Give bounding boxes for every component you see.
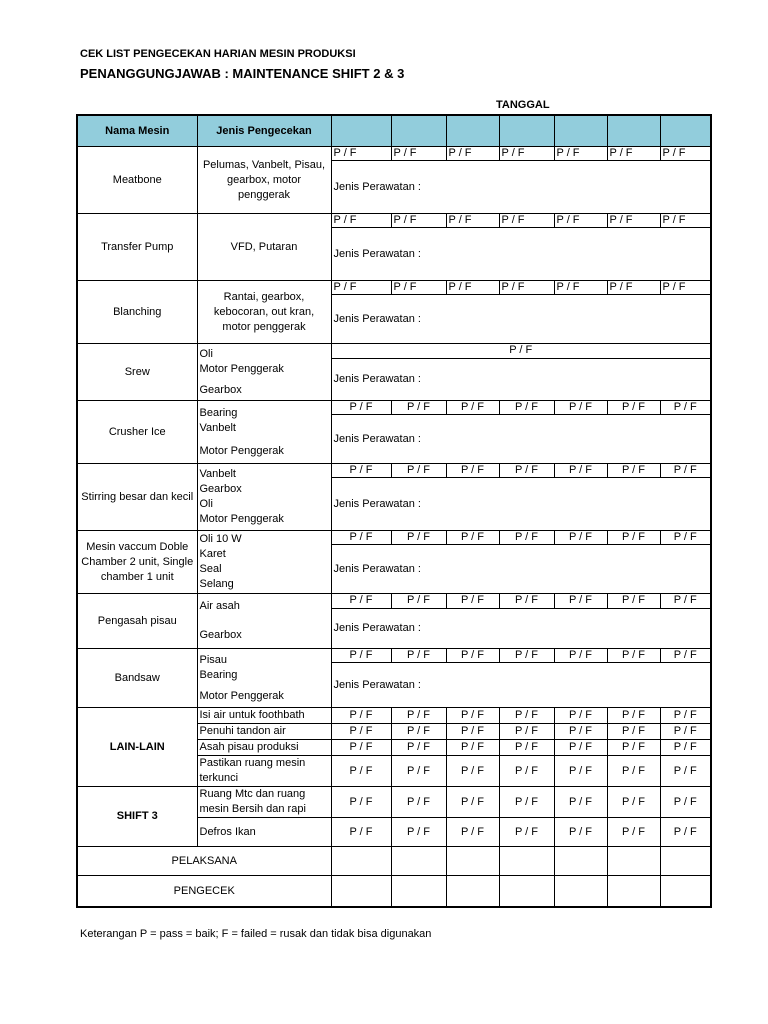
pf-cell[interactable]: P / F (331, 214, 391, 228)
pf-cell[interactable]: P / F (499, 594, 554, 609)
jenis-perawatan[interactable]: Jenis Perawatan : (331, 663, 711, 708)
sign-cell[interactable] (660, 876, 711, 908)
header-row (77, 115, 711, 147)
machine-name: Meatbone (77, 147, 197, 214)
table-row (77, 281, 711, 295)
pf-cell[interactable]: P / F (499, 708, 554, 724)
pelaksana-label: PELAKSANA (77, 847, 331, 876)
table-row (77, 531, 711, 545)
check-item: Gearbox (199, 483, 242, 495)
sign-cell[interactable] (331, 876, 391, 908)
form-subtitle: PENANGGUNGJAWAB : MAINTENANCE SHIFT 2 & 3 (80, 66, 405, 81)
check-item: Bearing (199, 668, 238, 681)
pf-cell[interactable]: P / F (331, 724, 391, 740)
check-item: Motor Penggerak (199, 513, 284, 525)
pf-cell[interactable]: P / F (607, 708, 660, 724)
check-item: Seal (199, 563, 222, 575)
check-item: Motor Penggerak (199, 362, 284, 375)
date-cell[interactable] (446, 115, 499, 147)
pf-cell[interactable]: P / F (554, 756, 607, 787)
pf-cell[interactable]: P / F (554, 531, 607, 545)
pf-cell[interactable]: P / F (446, 214, 499, 228)
pf-cell[interactable]: P / F (660, 818, 711, 847)
pf-cell[interactable]: P / F (391, 649, 446, 663)
table-row (77, 464, 711, 478)
table-row (77, 214, 711, 228)
check-list (197, 401, 331, 464)
pf-cell[interactable]: P / F (331, 401, 391, 415)
sign-cell[interactable] (391, 847, 446, 876)
sign-cell[interactable] (499, 847, 554, 876)
pf-cell[interactable]: P / F (660, 594, 711, 609)
jenis-perawatan[interactable]: Jenis Perawatan : (331, 228, 711, 281)
table-row (77, 344, 711, 359)
pf-cell[interactable]: P / F (446, 464, 499, 478)
pf-cell[interactable]: P / F (446, 787, 499, 818)
jenis-perawatan[interactable]: Jenis Perawatan : (331, 161, 711, 214)
pf-cell[interactable]: P / F (554, 401, 607, 415)
table-row (77, 876, 711, 908)
pf-cell[interactable]: P / F (554, 464, 607, 478)
machine-name: Stirring besar dan kecil (77, 464, 197, 531)
check-item: Ruang Mtc dan ruang mesin Bersih dan rapi (197, 787, 331, 818)
pf-cell[interactable]: P / F (446, 147, 499, 161)
sign-cell[interactable] (331, 847, 391, 876)
pf-cell[interactable]: P / F (391, 464, 446, 478)
pf-cell[interactable]: P / F (660, 740, 711, 756)
pengecek-label: PENGECEK (77, 876, 331, 908)
check-list (197, 649, 331, 708)
check-item: Oli (199, 347, 213, 360)
pf-cell[interactable]: P / F (499, 787, 554, 818)
check-item: Oli (199, 498, 213, 510)
date-cell[interactable] (331, 115, 391, 147)
pf-cell[interactable]: P / F (554, 281, 607, 295)
pf-cell[interactable]: P / F (607, 787, 660, 818)
pf-cell[interactable]: P / F (331, 787, 391, 818)
pf-cell[interactable]: P / F (607, 724, 660, 740)
table-row (77, 847, 711, 876)
check-item: Pisau (199, 653, 228, 666)
check-item: Defros Ikan (197, 818, 331, 847)
machine-name: Bandsaw (77, 649, 197, 708)
machine-name: Pengasah pisau (77, 594, 197, 649)
machine-name: LAIN-LAIN (77, 708, 197, 787)
pf-cell[interactable]: P / F (660, 401, 711, 415)
sign-cell[interactable] (607, 847, 660, 876)
pf-cell[interactable]: P / F (499, 531, 554, 545)
pf-cell[interactable]: P / F (660, 756, 711, 787)
pf-cell[interactable]: P / F (499, 401, 554, 415)
table-row (77, 147, 711, 161)
sign-cell[interactable] (391, 876, 446, 908)
col-jenis-pengecekan: Jenis Pengecekan (197, 115, 331, 147)
pf-cell[interactable]: P / F (499, 818, 554, 847)
sign-cell[interactable] (446, 876, 499, 908)
table-row (77, 594, 711, 609)
pf-cell[interactable]: P / F (607, 594, 660, 609)
pf-cell[interactable]: P / F (391, 756, 446, 787)
check-item: Isi air untuk foothbath (197, 708, 331, 724)
pf-cell[interactable]: P / F (499, 740, 554, 756)
pf-cell[interactable]: P / F (554, 740, 607, 756)
pf-cell[interactable]: P / F (446, 401, 499, 415)
pf-cell[interactable]: P / F (499, 281, 554, 295)
check-item: Air asah (199, 600, 240, 612)
check-item: Gearbox (199, 383, 242, 396)
pf-cell[interactable]: P / F (607, 464, 660, 478)
pf-cell[interactable]: P / F (446, 756, 499, 787)
check-item: Vanbelt (199, 468, 236, 480)
pf-cell[interactable]: P / F (391, 724, 446, 740)
pf-cell[interactable]: P / F (331, 281, 391, 295)
jenis-perawatan[interactable]: Jenis Perawatan : (331, 358, 711, 401)
pf-cell[interactable]: P / F (554, 147, 607, 161)
pf-cell[interactable]: P / F (499, 214, 554, 228)
pf-cell[interactable]: P / F (499, 649, 554, 663)
pf-cell[interactable]: P / F (660, 724, 711, 740)
pf-cell[interactable]: P / F (446, 818, 499, 847)
sign-cell[interactable] (607, 876, 660, 908)
check-item: VFD, Putaran (197, 214, 331, 281)
pf-cell[interactable]: P / F (660, 147, 711, 161)
pf-cell[interactable]: P / F (660, 214, 711, 228)
jenis-perawatan[interactable]: Jenis Perawatan : (331, 295, 711, 344)
sign-cell[interactable] (554, 876, 607, 908)
table-row (77, 649, 711, 663)
jenis-perawatan[interactable]: Jenis Perawatan : (331, 478, 711, 531)
pf-cell[interactable]: P / F (391, 708, 446, 724)
machine-name: Crusher Ice (77, 401, 197, 464)
check-item: Motor Penggerak (199, 444, 284, 457)
pf-cell[interactable]: P / F (660, 281, 711, 295)
pf-cell[interactable]: P / F (446, 531, 499, 545)
pf-cell[interactable]: P / F (499, 147, 554, 161)
date-cell[interactable] (607, 115, 660, 147)
pf-cell[interactable]: P / F (446, 724, 499, 740)
pf-cell[interactable]: P / F (446, 649, 499, 663)
pf-cell[interactable]: P / F (607, 740, 660, 756)
check-item: Karet (199, 548, 226, 560)
check-list (197, 531, 331, 594)
pf-cell[interactable]: P / F (554, 708, 607, 724)
jenis-perawatan[interactable]: Jenis Perawatan : (331, 415, 711, 464)
pf-cell[interactable]: P / F (607, 756, 660, 787)
pf-cell[interactable]: P / F (607, 649, 660, 663)
legend-note: Keterangan P = pass = baik; F = failed = rusak dan tidak bisa digunakan (80, 928, 432, 940)
pf-cell[interactable]: P / F (499, 724, 554, 740)
check-item: Asah pisau produksi (197, 740, 331, 756)
pf-cell[interactable]: P / F (660, 649, 711, 663)
pf-cell[interactable]: P / F (331, 818, 391, 847)
pf-cell[interactable]: P / F (554, 594, 607, 609)
pf-cell[interactable]: P / F (499, 756, 554, 787)
pf-cell[interactable]: P / F (391, 818, 446, 847)
pf-cell[interactable]: P / F (554, 818, 607, 847)
check-item: Rantai, gearbox, kebocoran, out kran, motor penggerak (197, 281, 331, 344)
check-list (197, 594, 331, 649)
date-cell[interactable] (554, 115, 607, 147)
check-list (197, 344, 331, 401)
pf-cell[interactable]: P / F (391, 401, 446, 415)
check-list (197, 464, 331, 531)
pf-cell[interactable]: P / F (607, 147, 660, 161)
pf-cell[interactable]: P / F (554, 787, 607, 818)
table-row (77, 708, 711, 724)
check-item: Pastikan ruang mesin terkunci (197, 756, 331, 787)
sign-cell[interactable] (554, 847, 607, 876)
check-item: Motor Penggerak (199, 689, 284, 702)
form-title: CEK LIST PENGECEKAN HARIAN MESIN PRODUKSI (80, 48, 356, 60)
pf-cell[interactable]: P / F (391, 147, 446, 161)
table-row (77, 787, 711, 818)
check-item: Vanbelt (199, 421, 236, 434)
pf-cell[interactable]: P / F (446, 594, 499, 609)
machine-name: SHIFT 3 (77, 787, 197, 847)
sign-cell[interactable] (660, 847, 711, 876)
pf-cell[interactable]: P / F (660, 531, 711, 545)
date-cell[interactable] (391, 115, 446, 147)
pf-cell[interactable]: P / F (607, 401, 660, 415)
check-item: Gearbox (199, 629, 242, 641)
pf-cell[interactable]: P / F (446, 708, 499, 724)
checklist-table (76, 114, 712, 908)
pf-cell[interactable]: P / F (391, 740, 446, 756)
pf-cell[interactable]: P / F (607, 214, 660, 228)
check-item: Selang (199, 578, 234, 590)
check-item: Oli 10 W (199, 533, 242, 545)
pf-cell[interactable]: P / F (391, 594, 446, 609)
pf-cell[interactable]: P / F (331, 531, 391, 545)
pf-cell[interactable]: P / F (391, 281, 446, 295)
pf-cell[interactable]: P / F (660, 464, 711, 478)
pf-cell[interactable]: P / F (391, 531, 446, 545)
pf-cell[interactable]: P / F (331, 464, 391, 478)
pf-cell[interactable]: P / F (331, 147, 391, 161)
pf-cell[interactable]: P / F (607, 281, 660, 295)
pf-cell[interactable]: P / F (660, 708, 711, 724)
pf-cell[interactable]: P / F (331, 649, 391, 663)
pf-cell[interactable]: P / F (331, 708, 391, 724)
pf-cell[interactable]: P / F (499, 464, 554, 478)
table-row (77, 401, 711, 415)
date-cell[interactable] (499, 115, 554, 147)
sign-cell[interactable] (446, 847, 499, 876)
pf-cell[interactable]: P / F (331, 756, 391, 787)
machine-name: Blanching (77, 281, 197, 344)
sign-cell[interactable] (499, 876, 554, 908)
jenis-perawatan[interactable]: Jenis Perawatan : (331, 545, 711, 594)
pf-cell[interactable]: P / F (554, 214, 607, 228)
tanggal-label: TANGGAL (496, 99, 550, 111)
jenis-perawatan[interactable]: Jenis Perawatan : (331, 608, 711, 648)
pf-cell[interactable]: P / F (331, 740, 391, 756)
pf-cell[interactable]: P / F (331, 594, 391, 609)
check-item: Pelumas, Vanbelt, Pisau, gearbox, motor penggerak (197, 147, 331, 214)
pf-cell[interactable]: P / F (331, 344, 711, 359)
col-nama-mesin: Nama Mesin (77, 115, 197, 147)
pf-cell[interactable]: P / F (607, 531, 660, 545)
machine-name: Transfer Pump (77, 214, 197, 281)
pf-cell[interactable]: P / F (391, 214, 446, 228)
date-cell[interactable] (660, 115, 711, 147)
pf-cell[interactable]: P / F (391, 787, 446, 818)
pf-cell[interactable]: P / F (446, 281, 499, 295)
pf-cell[interactable]: P / F (607, 818, 660, 847)
pf-cell[interactable]: P / F (554, 724, 607, 740)
machine-name: Mesin vaccum Doble Chamber 2 unit, Single chamber 1 unit (77, 531, 197, 594)
check-item: Bearing (199, 406, 238, 419)
check-item: Penuhi tandon air (197, 724, 331, 740)
pf-cell[interactable]: P / F (554, 649, 607, 663)
pf-cell[interactable]: P / F (446, 740, 499, 756)
pf-cell[interactable]: P / F (660, 787, 711, 818)
machine-name: Srew (77, 344, 197, 401)
